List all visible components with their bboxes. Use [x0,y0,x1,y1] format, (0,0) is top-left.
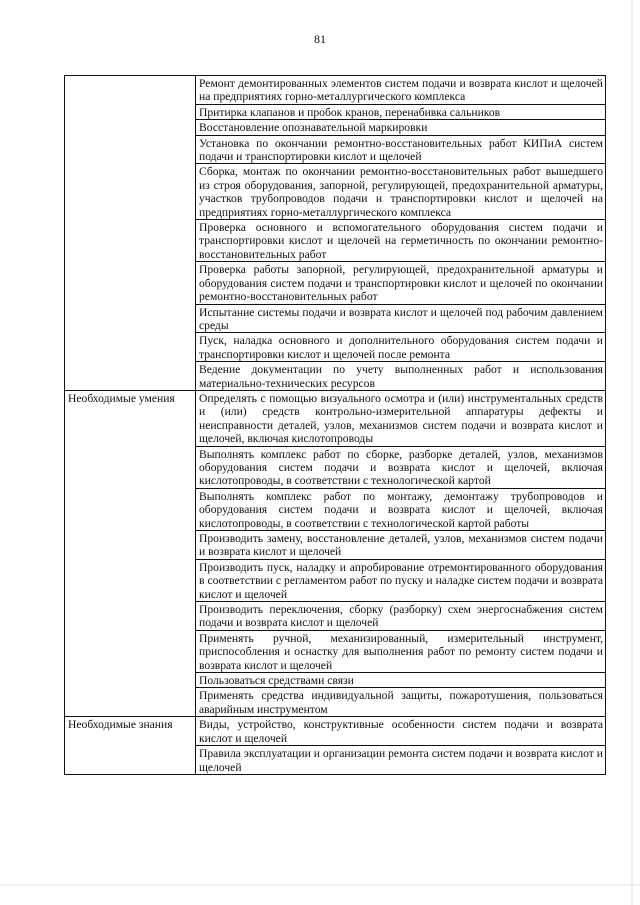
table-row [65,717,606,746]
list-item: Применять ручной, механизированный, измерительный инструмент, приспособления и оснастку для выполнения работ по ремонту систем подачи и возврата кислот и щелочей [196,630,606,672]
list-item: Ремонт демонтированных элементов систем подачи и возврата кислот и щелочей на предприятиях горно-металлургического комплекса [196,76,606,105]
section-label-labor-actions [65,76,196,391]
page-number: 81 [314,32,326,46]
list-item: Выполнять комплекс работ по монтажу, демонтажу трубопроводов и оборудования систем подачи и возврата кислот и щелочей, включая кислотопроводы, в соответствии с технологической картой работы [196,488,606,530]
list-item: Восстановление опознавательной маркировки [196,120,606,135]
list-item: Испытание системы подачи и возврата кислот и щелочей под рабочим давлением среды [196,304,606,333]
list-item: Проверка основного и вспомогательного оборудования систем подачи и транспортировки кислот и щелочей на герметичность по окончании ремонтно-восстановительных работ [196,220,606,262]
section-label-required-knowledge: Необходимые знания [65,717,196,775]
list-item: Пользоваться средствами связи [196,673,606,688]
list-item: Притирка клапанов и пробок кранов, перенабивка сальников [196,104,606,119]
table-row [65,76,606,105]
list-item: Виды, устройство, конструктивные особенности систем подачи и возврата кислот и щелочей [196,717,606,746]
requirements-table [64,75,606,775]
table-row [65,390,606,446]
list-item: Производить замену, восстановление деталей, узлов, механизмов систем подачи и возврата кислот и щелочей [196,531,606,560]
list-item: Проверка работы запорной, регулирующей, предохранительной арматуры и оборудования систем подачи и транспортировки кислот и щелочей по окончании ремонтно-восстановительных работ [196,262,606,304]
list-item: Ведение документации по учету выполненных работ и использования материально-технических ресурсов [196,362,606,391]
list-item: Производить пуск, наладку и апробирование отремонтированного оборудования в соответствии с регламентом работ по пуску и наладке систем подачи и возврата кислот и щелочей [196,559,606,601]
list-item: Сборка, монтаж по окончании ремонтно-восстановительных работ вышедшего из строя оборудования, запорной, регулирующей, предохранительной арматуры, участков трубопроводов подачи и транспортировки кислот и щелочей на предприятиях горно-металлургического комплекса [196,164,606,220]
list-item: Производить переключения, сборку (разборку) схем энергоснабжения систем подачи и возврата кислот и щелочей [196,602,606,631]
section-label-required-skills: Необходимые умения [65,390,196,716]
list-item: Определять с помощью визуального осмотра и (или) инструментальных средств и (или) средств контрольно-измерительной аппаратуры дефекты и неисправности деталей, узлов, механизмов систем подачи и возврата кислот и щелочей, включая кислотопроводы [196,390,606,446]
list-item: Правила эксплуатации и организации ремонта систем подачи и возврата кислот и щелочей [196,746,606,775]
list-item: Выполнять комплекс работ по сборке, разборке деталей, узлов, механизмов оборудования систем подачи и возврата кислот и щелочей, включая кислотопроводы, в соответствии с технологической картой [196,446,606,488]
list-item: Пуск, наладка основного и дополнительного оборудования систем подачи и транспортировки кислот и щелочей после ремонта [196,333,606,362]
list-item: Применять средства индивидуальной защиты, пожаротушения, пользоваться аварийным инструментом [196,688,606,717]
list-item: Установка по окончании ремонтно-восстановительных работ КИПиА систем подачи и транспортировки кислот и щелочей [196,135,606,164]
